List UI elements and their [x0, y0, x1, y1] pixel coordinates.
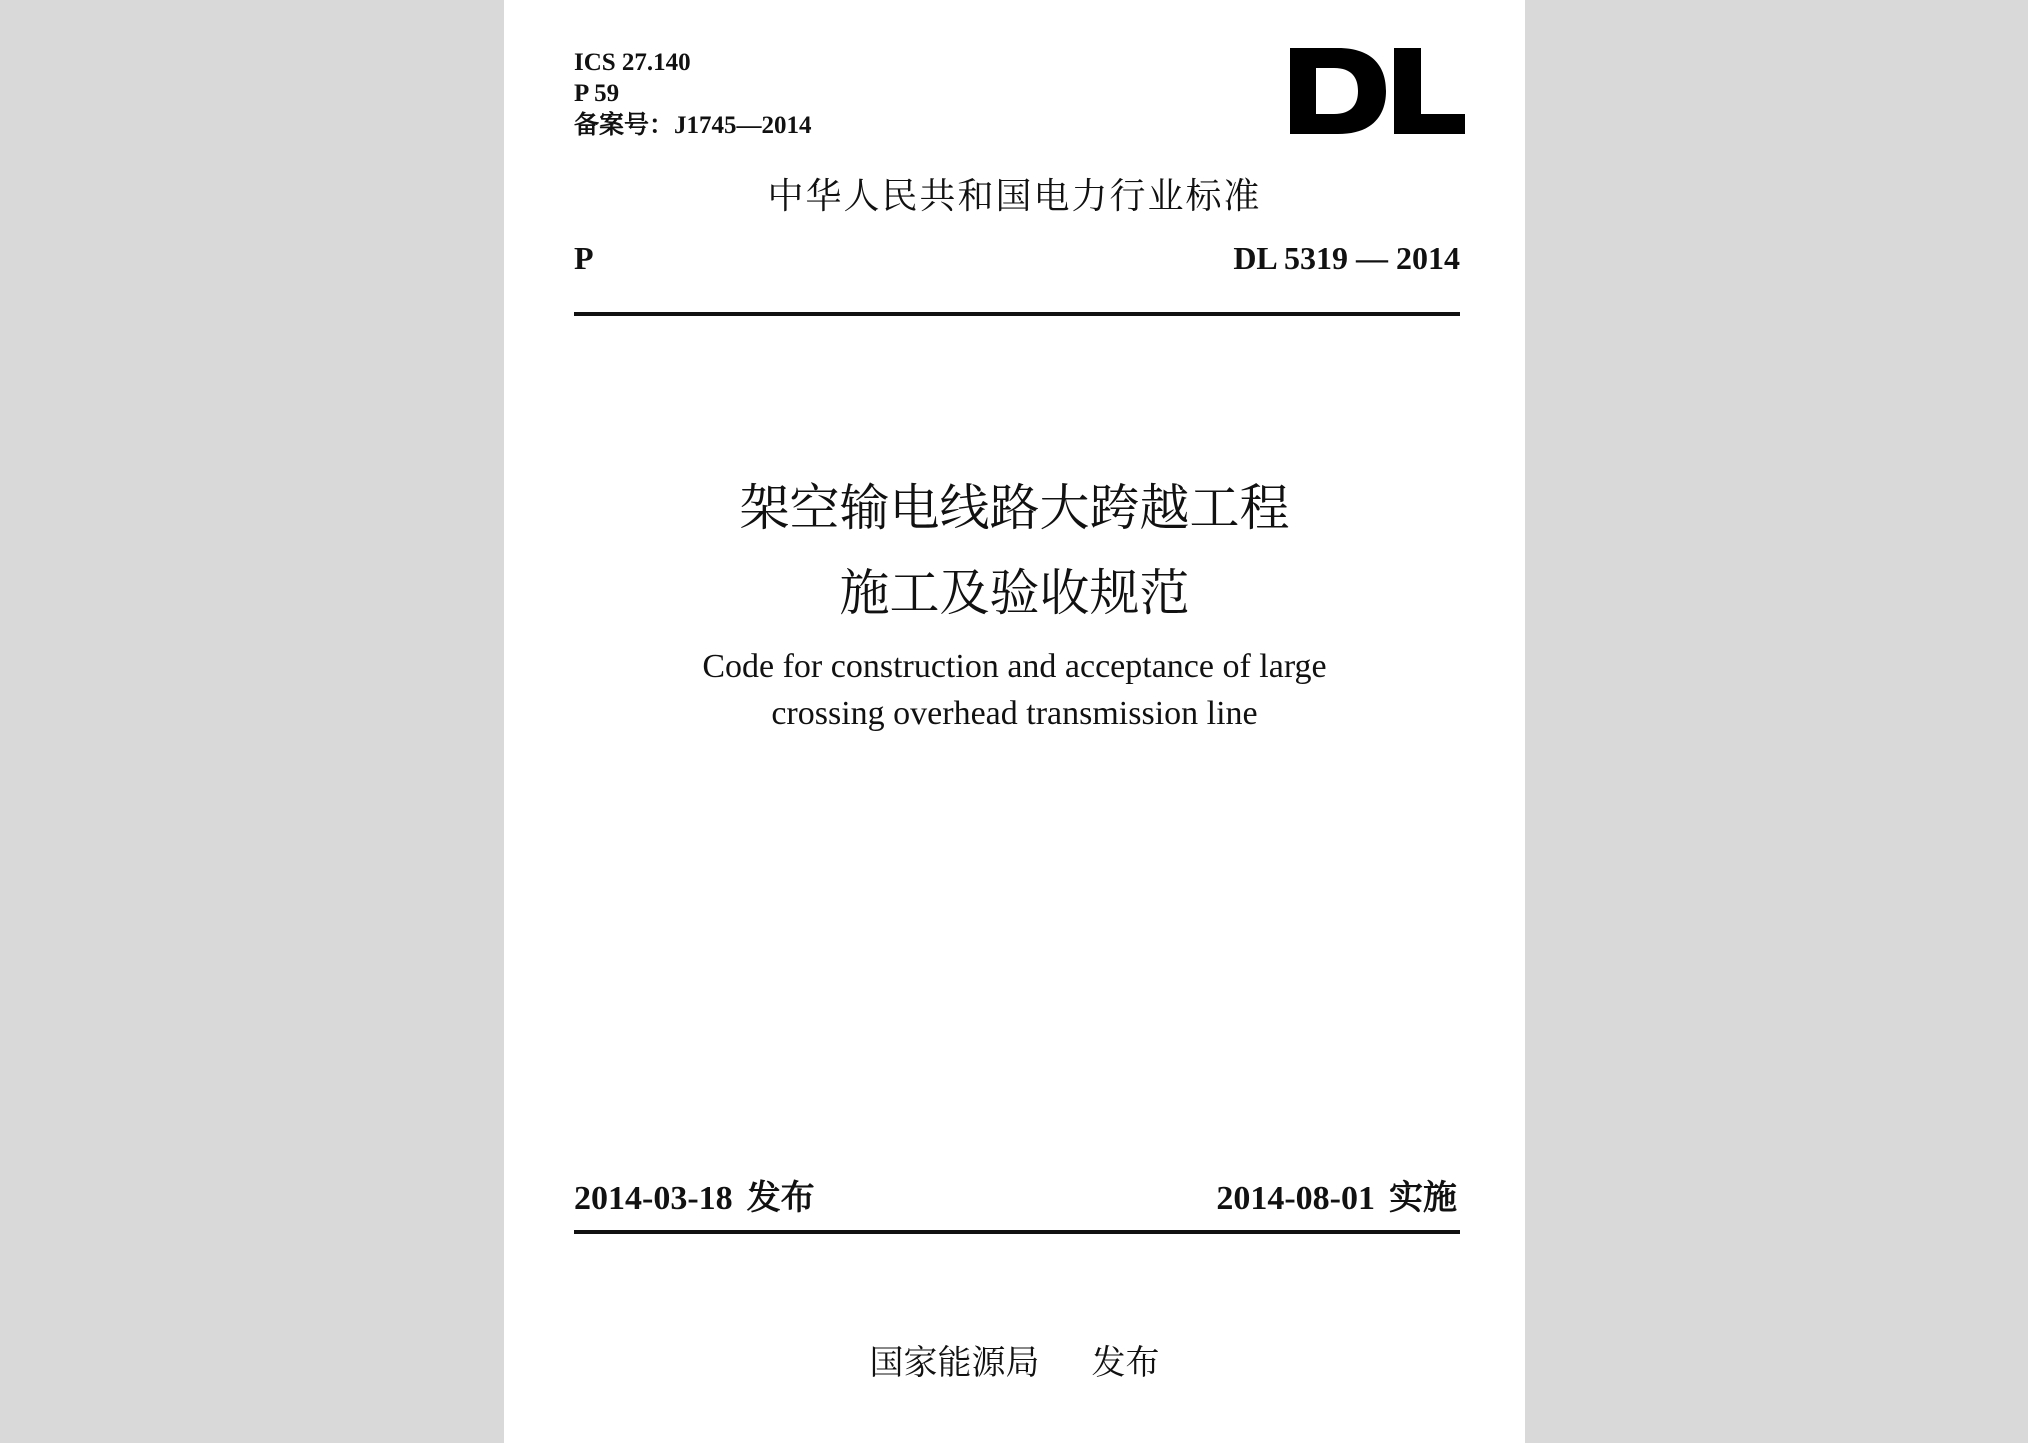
filing-number: 备案号：J1745—2014 [574, 112, 812, 139]
publisher-label: 发布 [1091, 1343, 1160, 1383]
issue-label: 发布 [746, 1178, 815, 1218]
publisher-block [504, 1335, 1525, 1384]
top-divider [574, 312, 1460, 316]
bottom-divider [574, 1230, 1460, 1234]
document-cover-page [504, 0, 1525, 1443]
ics-code: ICS 27.140 [574, 49, 691, 76]
title-cn-line2: 施工及验收规范 [839, 564, 1190, 622]
effective-date: 2014-08-01 [1216, 1180, 1375, 1217]
issuer-title: 中华人民共和国电力行业标准 [767, 176, 1262, 217]
issue-date: 2014-03-18 [574, 1180, 733, 1217]
title-cn-line1: 架空输电线路大跨越工程 [739, 479, 1290, 537]
title-en-line2: crossing overhead transmission line [771, 695, 1258, 732]
effective-date-block [1216, 1170, 1457, 1219]
title-en-line1: Code for construction and acceptance of large [702, 648, 1327, 685]
dl-logo [1290, 48, 1465, 134]
class-code: P 59 [574, 80, 620, 107]
standard-category: P [574, 240, 594, 276]
issue-date-block [574, 1170, 815, 1219]
effective-label: 实施 [1389, 1178, 1457, 1218]
publisher-name: 国家能源局 [869, 1343, 1040, 1383]
standard-number: DL 5319 — 2014 [1233, 240, 1460, 276]
